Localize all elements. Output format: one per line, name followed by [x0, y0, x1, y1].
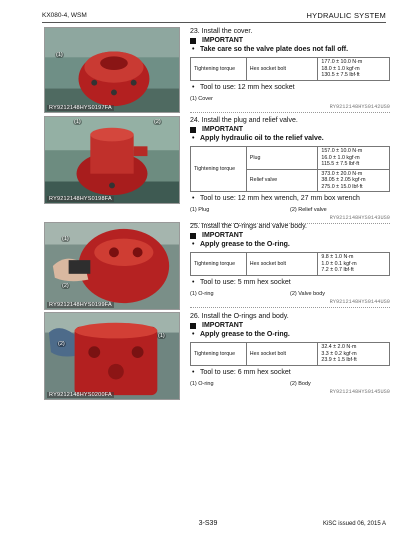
reference-item: (1) O-ring — [190, 380, 214, 387]
photo-body-caption: RY9212148HYS0200FA — [49, 392, 112, 398]
tool-text: Tool to use: 5 mm hex socket — [200, 278, 291, 286]
photo-body — [44, 312, 180, 400]
step-title: 25. Install the O-rings and valve body. — [190, 223, 307, 230]
reference-list — [190, 290, 390, 298]
step-24 — [190, 116, 390, 224]
torque-table — [190, 146, 390, 192]
photo-cover-caption: RY9212148HYS0197FA — [49, 105, 112, 111]
important-label: IMPORTANT — [202, 37, 244, 44]
important-note-text: Take care so the valve plate does not fall off. — [200, 46, 349, 53]
important-heading — [190, 125, 390, 134]
torque-label: Tightening torque — [191, 343, 247, 366]
torque-table — [190, 342, 390, 366]
tool-line: • Tool to use: 12 mm hex wrench, 27 mm box wrench — [192, 195, 360, 202]
torque-value-lbf: 23.9 ± 1.5 lbf·ft — [321, 357, 357, 363]
torque-value-nm: 9.8 ± 1.0 N·m — [321, 254, 354, 260]
torque-part: Relief valve — [246, 169, 318, 192]
torque-value-kgf: 1.0 ± 0.1 kgf·m — [321, 260, 357, 267]
tool-line: • Tool to use: 12 mm hex socket — [192, 83, 295, 91]
torque-part: Hex socket bolt — [246, 253, 318, 276]
document-id: RY9212148HYS0144US0 — [329, 298, 390, 305]
step-title: 23. Install the cover. — [190, 28, 253, 35]
torque-value-lbf: 275.0 ± 15.0 lbf·ft — [321, 183, 363, 190]
step-title: 24. Install the plug and relief valve. — [190, 117, 298, 124]
torque-value-lbf: 130.5 ± 7.5 lbf·ft — [321, 72, 360, 78]
reference-item: (2) Relief valve — [290, 207, 327, 213]
torque-value-kgf: 3.3 ± 0.2 kgf·m — [321, 350, 357, 357]
reference-item: (1) O-ring — [190, 290, 214, 297]
photo-plug-relief — [44, 116, 180, 204]
tool-line: • Tool to use: 5 mm hex socket — [192, 278, 291, 286]
torque-table — [190, 252, 390, 276]
important-square-icon — [190, 38, 196, 44]
important-note-text: Apply grease to the O-ring. — [200, 241, 290, 248]
reference-list — [190, 206, 390, 214]
reference-item: (1) Cover — [190, 95, 213, 102]
torque-label: Tightening torque — [191, 58, 247, 81]
photo-valve-body-label-2: (2) — [62, 283, 69, 289]
torque-table — [190, 57, 390, 81]
important-heading — [190, 231, 390, 240]
important-heading — [190, 36, 390, 45]
important-note: • Take care so the valve plate does not fall off. — [192, 46, 349, 53]
tool-text: Tool to use: 6 mm hex socket — [200, 368, 291, 376]
important-note: • Apply grease to the O-ring. — [192, 241, 290, 248]
reference-item: (2) Valve body — [290, 290, 326, 297]
torque-value-kgf: 16.0 ± 1.0 kgf·m — [321, 154, 360, 161]
photo-valve-body-label-1: (1) — [62, 236, 69, 242]
torque-values — [318, 147, 390, 170]
step-26 — [190, 312, 390, 395]
reference-item: (1) Plug — [190, 207, 210, 213]
torque-value-nm: 32.4 ± 2.0 N·m — [321, 344, 357, 350]
important-note: • Apply grease to the O-ring. — [192, 331, 290, 338]
step-title: 26. Install the O-rings and body. — [190, 313, 289, 320]
photo-plug-relief-caption: RY9212148HYS0198FA — [49, 196, 112, 202]
torque-values — [318, 58, 390, 81]
divider — [190, 112, 390, 113]
torque-values — [318, 169, 390, 192]
torque-values — [318, 343, 390, 366]
photo-body-label-2: (1) — [158, 333, 165, 339]
torque-value-nm: 157.0 ± 10.0 N·m — [321, 148, 363, 154]
important-note: • Apply hydraulic oil to the relief valve. — [192, 135, 324, 142]
torque-value-nm: 177.0 ± 10.0 N·m — [321, 59, 363, 65]
torque-part: Hex socket bolt — [246, 343, 318, 366]
step-23 — [190, 27, 390, 113]
important-note-text: Apply hydraulic oil to the relief valve. — [200, 135, 324, 142]
torque-value-nm: 373.0 ± 20.0 N·m — [321, 170, 363, 177]
photo-cover — [44, 27, 180, 113]
header-section: HYDRAULIC SYSTEM — [306, 11, 386, 20]
torque-label: Tightening torque — [191, 253, 247, 276]
tool-text: Tool to use: 12 mm hex socket — [200, 83, 295, 91]
important-label: IMPORTANT — [202, 322, 244, 329]
torque-value-lbf: 115.5 ± 7.5 lbf·ft — [321, 161, 360, 167]
tool-text: Tool to use: 12 mm hex wrench, 27 mm box wrench — [200, 195, 360, 202]
important-square-icon — [190, 233, 196, 239]
issue-info: KiSC issued 06, 2015 A — [322, 521, 386, 527]
torque-part: Plug — [246, 147, 318, 170]
torque-part: Hex socket bolt — [246, 58, 318, 81]
divider — [190, 307, 390, 308]
important-label: IMPORTANT — [202, 232, 244, 239]
reference-list — [190, 380, 390, 388]
important-heading — [190, 321, 390, 330]
photo-valve-body — [44, 222, 180, 310]
header-rule — [42, 22, 386, 23]
document-id: RY9212148HYS0143US0 — [329, 215, 390, 221]
important-label: IMPORTANT — [202, 126, 244, 133]
photo-plug-relief-label-2: (2) — [154, 119, 161, 125]
torque-value-lbf: 7.2 ± 0.7 lbf·ft — [321, 267, 354, 273]
torque-value-kgf: 18.0 ± 1.0 kgf·m — [321, 65, 360, 72]
page-number: 3-S39 — [198, 520, 218, 527]
photo-valve-body-caption: RY9212148HYS0199FA — [49, 302, 112, 308]
document-id: RY9212148HYS0142US0 — [329, 103, 390, 110]
reference-list — [190, 95, 390, 103]
reference-item: (2) Body — [290, 380, 311, 387]
torque-value-kgf: 38.05 ± 2.05 kgf·m — [321, 177, 366, 183]
photo-body-label-1: (2) — [58, 341, 65, 347]
important-note-text: Apply grease to the O-ring. — [200, 331, 290, 338]
tool-line: • Tool to use: 6 mm hex socket — [192, 368, 291, 376]
document-id: RY9212148HYS0145US0 — [329, 388, 390, 395]
important-square-icon — [190, 127, 196, 133]
torque-label: Tightening torque — [191, 147, 247, 192]
important-square-icon — [190, 323, 196, 329]
header-model: KX080-4, WSM — [42, 12, 87, 19]
photo-plug-relief-label-1: (1) — [74, 119, 81, 125]
photo-cover-label-1: (1) — [56, 52, 63, 58]
torque-values — [318, 253, 390, 276]
step-25 — [190, 222, 390, 308]
